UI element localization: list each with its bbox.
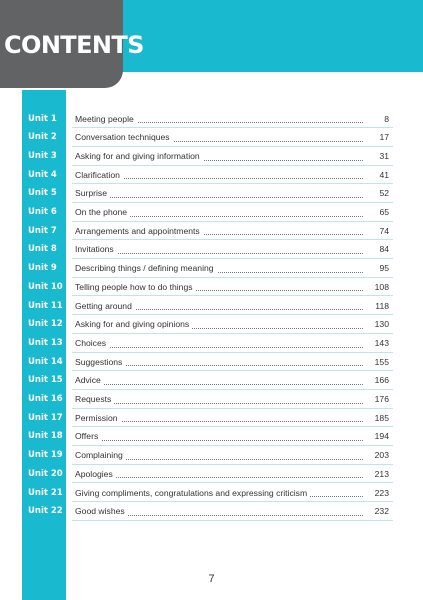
topic-title: Meeting people <box>75 114 137 124</box>
toc-row <box>0 184 423 203</box>
topic-title: Requests <box>75 394 114 404</box>
topic-title: Asking for and giving opinions <box>75 319 192 329</box>
topic-entry <box>75 184 363 203</box>
topic-entry <box>75 297 363 316</box>
topic-entry <box>75 465 363 484</box>
toc-row <box>0 240 423 259</box>
topic-title: Conversation techniques <box>75 132 173 142</box>
page-number-entry: 213 <box>374 468 389 479</box>
unit-label: Unit 2 <box>28 132 57 143</box>
dot-leader <box>75 384 363 385</box>
unit-label: Unit 22 <box>28 506 63 517</box>
topic-title: Advice <box>75 375 104 385</box>
unit-label: Unit 17 <box>28 412 63 423</box>
toc-row <box>0 427 423 446</box>
toc-row <box>0 446 423 465</box>
page-number-entry: 84 <box>379 244 389 255</box>
topic-entry <box>75 484 363 503</box>
toc-row <box>0 110 423 129</box>
page-number-entry: 155 <box>374 356 389 367</box>
topic-title: Suggestions <box>75 357 125 367</box>
page-number-entry: 41 <box>379 169 389 180</box>
topic-title: Asking for and giving information <box>75 151 203 161</box>
page-title: CONTENTS <box>4 31 144 59</box>
topic-title: Permission <box>75 413 121 423</box>
dot-leader <box>75 347 363 348</box>
dot-leader <box>75 440 363 441</box>
unit-label: Unit 15 <box>28 375 63 386</box>
unit-label: Unit 4 <box>28 169 57 180</box>
topic-entry <box>75 315 363 334</box>
unit-label: Unit 8 <box>28 244 57 255</box>
toc-row <box>0 334 423 353</box>
toc-row <box>0 371 423 390</box>
page-number: 7 <box>208 573 215 585</box>
unit-label: Unit 16 <box>28 394 63 404</box>
page-number-entry: 176 <box>374 394 389 404</box>
unit-label: Unit 19 <box>28 450 63 461</box>
topic-entry <box>75 222 363 241</box>
toc-row <box>0 222 423 241</box>
page-number-entry: 130 <box>374 319 389 330</box>
topic-title: Telling people how to do things <box>75 282 196 292</box>
dot-leader <box>75 253 363 254</box>
topic-entry <box>75 203 363 222</box>
unit-label: Unit 11 <box>28 300 63 311</box>
topic-title: Getting around <box>75 301 135 311</box>
page-number-entry: 118 <box>375 300 389 311</box>
dot-leader <box>75 477 363 478</box>
unit-label: Unit 10 <box>28 281 63 292</box>
topic-title: Giving compliments, congratulations and expressing criticism <box>75 488 310 498</box>
topic-entry <box>75 278 363 297</box>
unit-label: Unit 18 <box>28 431 63 442</box>
topic-entry <box>75 502 363 521</box>
toc-row <box>0 278 423 297</box>
page-number-entry: 185 <box>374 412 389 423</box>
topic-title: Invitations <box>75 244 117 254</box>
topic-title: Choices <box>75 338 109 348</box>
toc-row <box>0 259 423 278</box>
page-number-entry: 17 <box>379 132 389 143</box>
row-divider <box>72 520 393 521</box>
toc-row <box>0 409 423 428</box>
page-number-entry: 74 <box>379 225 389 236</box>
toc-row <box>0 147 423 166</box>
page-number-entry: 223 <box>374 487 389 498</box>
toc-row <box>0 502 423 521</box>
page-number-entry: 203 <box>374 450 389 461</box>
page-number-entry: 65 <box>379 207 389 217</box>
page-number-entry: 108 <box>374 281 389 292</box>
topic-title: Good wishes <box>75 506 128 516</box>
page-number-entry: 52 <box>379 188 389 199</box>
page-number-entry: 232 <box>374 506 389 517</box>
page-number-entry: 8 <box>384 113 389 124</box>
toc-row <box>0 166 423 185</box>
toc-row <box>0 390 423 409</box>
topic-entry <box>75 128 363 147</box>
topic-title: Surprise <box>75 188 110 198</box>
page-number-entry: 166 <box>374 375 389 386</box>
topic-entry <box>75 240 363 259</box>
page-number-entry: 194 <box>374 431 389 442</box>
unit-label: Unit 6 <box>28 207 57 217</box>
unit-label: Unit 9 <box>28 263 57 274</box>
topic-title: Arrangements and appointments <box>75 226 203 236</box>
unit-label: Unit 21 <box>28 487 63 498</box>
topic-title: Describing things / defining meaning <box>75 263 217 273</box>
toc-row <box>0 315 423 334</box>
topic-title: Complaining <box>75 450 126 460</box>
topic-entry <box>75 353 363 372</box>
unit-label: Unit 7 <box>28 225 57 236</box>
dot-leader <box>75 403 363 404</box>
toc-row <box>0 297 423 316</box>
topic-title: Offers <box>75 431 101 441</box>
toc-row <box>0 128 423 147</box>
topic-entry <box>75 259 363 278</box>
topic-entry <box>75 166 363 185</box>
unit-label: Unit 5 <box>28 188 57 199</box>
unit-label: Unit 13 <box>28 337 63 348</box>
topic-entry <box>75 446 363 465</box>
topic-entry <box>75 334 363 353</box>
topic-entry <box>75 390 363 409</box>
page-number-entry: 31 <box>379 150 389 161</box>
topic-title: On the phone <box>75 207 130 217</box>
topic-entry <box>75 147 363 166</box>
unit-label: Unit 20 <box>28 468 63 479</box>
topic-entry <box>75 409 363 428</box>
topic-entry <box>75 427 363 446</box>
topic-title: Apologies <box>75 469 116 479</box>
topic-entry <box>75 110 363 129</box>
topic-title: Clarification <box>75 170 123 180</box>
toc-row <box>0 465 423 484</box>
page-number-entry: 95 <box>379 263 389 274</box>
toc-row <box>0 203 423 222</box>
dot-leader <box>75 197 363 198</box>
topic-entry <box>75 371 363 390</box>
unit-label: Unit 1 <box>28 113 57 124</box>
toc-row <box>0 353 423 372</box>
unit-label: Unit 14 <box>28 356 63 367</box>
unit-label: Unit 3 <box>28 150 57 161</box>
toc-row <box>0 484 423 503</box>
unit-label: Unit 12 <box>28 319 63 330</box>
page-number-entry: 143 <box>374 337 389 348</box>
